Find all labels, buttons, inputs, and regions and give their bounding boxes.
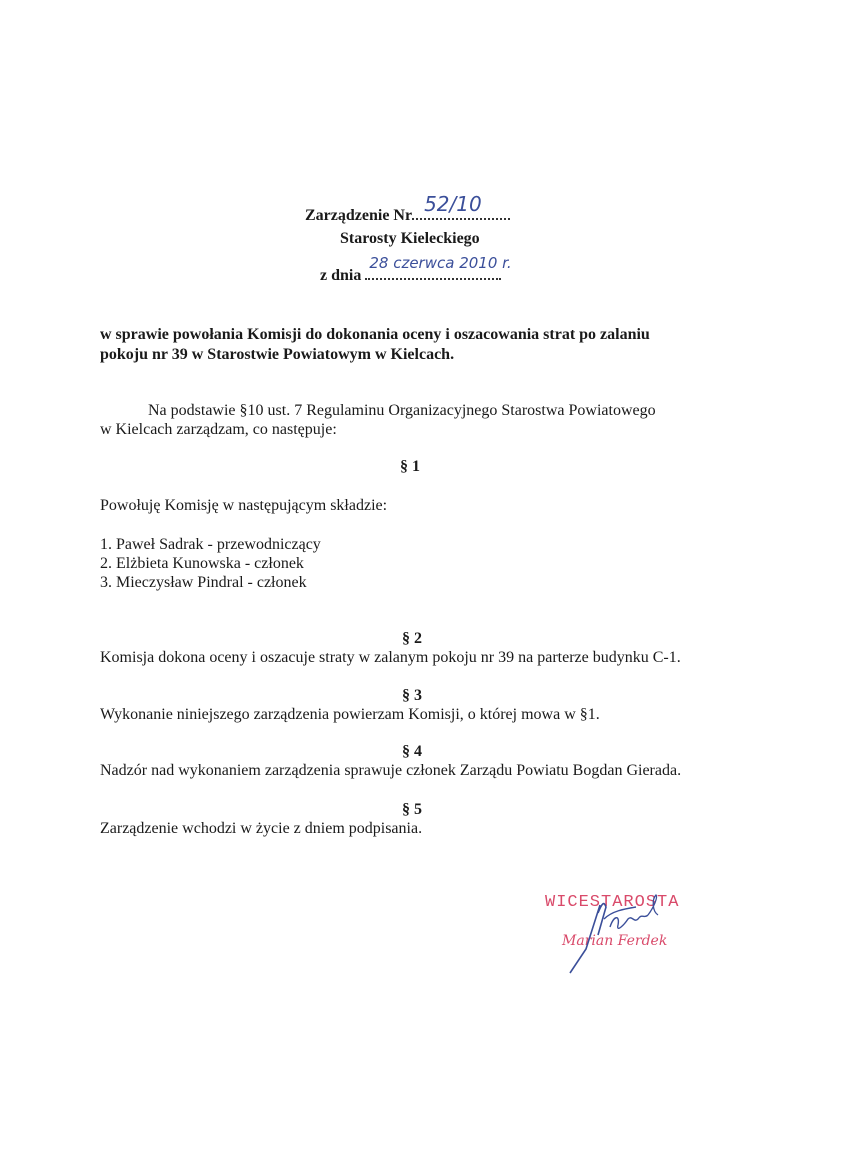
subject-line-1: w sprawie powołania Komisji do dokonania oceny i oszacowania strat po zalaniu — [100, 326, 650, 343]
stamp-name: Marian Ferdek — [562, 933, 668, 949]
section-1-heading: § 1 — [400, 458, 420, 475]
stamp-title: WICESTAROSTA — [545, 893, 680, 912]
date-line — [320, 254, 512, 285]
section-1-text: Powołuję Komisję w następującym składzie: — [100, 497, 388, 514]
date-field — [365, 254, 512, 280]
order-number-label: Zarządzenie Nr — [305, 207, 413, 224]
issuer-line: Starosty Kieleckiego — [340, 230, 480, 247]
section-2-text: Komisja dokona oceny i oszacuje straty w zalanym pokoju nr 39 na parterze budynku C-1. — [100, 649, 681, 666]
section-5-text: Zarządzenie wchodzi w życie z dniem podpisania. — [100, 820, 423, 837]
intro-line-1: Na podstawie §10 ust. 7 Regulaminu Organizacyjnego Starostwa Powiatowego — [148, 402, 656, 419]
section-3-heading: § 3 — [402, 687, 422, 704]
section-2-heading: § 2 — [402, 630, 422, 647]
intro-line-2: w Kielcach zarządzam, co następuje: — [100, 421, 337, 438]
member-item: 1. Paweł Sadrak - przewodniczący — [100, 536, 321, 553]
section-5-heading: § 5 — [402, 801, 422, 818]
order-number-field — [412, 192, 510, 220]
member-item: 3. Mieczysław Pindral - członek — [100, 574, 307, 591]
date-handwritten: 28 czerwca 2010 r. — [369, 254, 512, 272]
date-label: z dnia — [320, 267, 362, 284]
section-4-text: Nadzór nad wykonaniem zarządzenia sprawuje członek Zarządu Powiatu Bogdan Gierada. — [100, 762, 682, 779]
section-3-text: Wykonanie niniejszego zarządzenia powierzam Komisji, o której mowa w §1. — [100, 706, 600, 723]
member-item: 2. Elżbieta Kunowska - członek — [100, 555, 304, 572]
order-number-handwritten: 52/10 — [424, 192, 482, 216]
subject-line-2: pokoju nr 39 w Starostwie Powiatowym w Kielcach. — [100, 346, 455, 363]
official-stamp — [540, 885, 710, 975]
order-number-line — [305, 192, 510, 225]
signature-graphic — [540, 885, 710, 975]
section-4-heading: § 4 — [402, 743, 422, 760]
